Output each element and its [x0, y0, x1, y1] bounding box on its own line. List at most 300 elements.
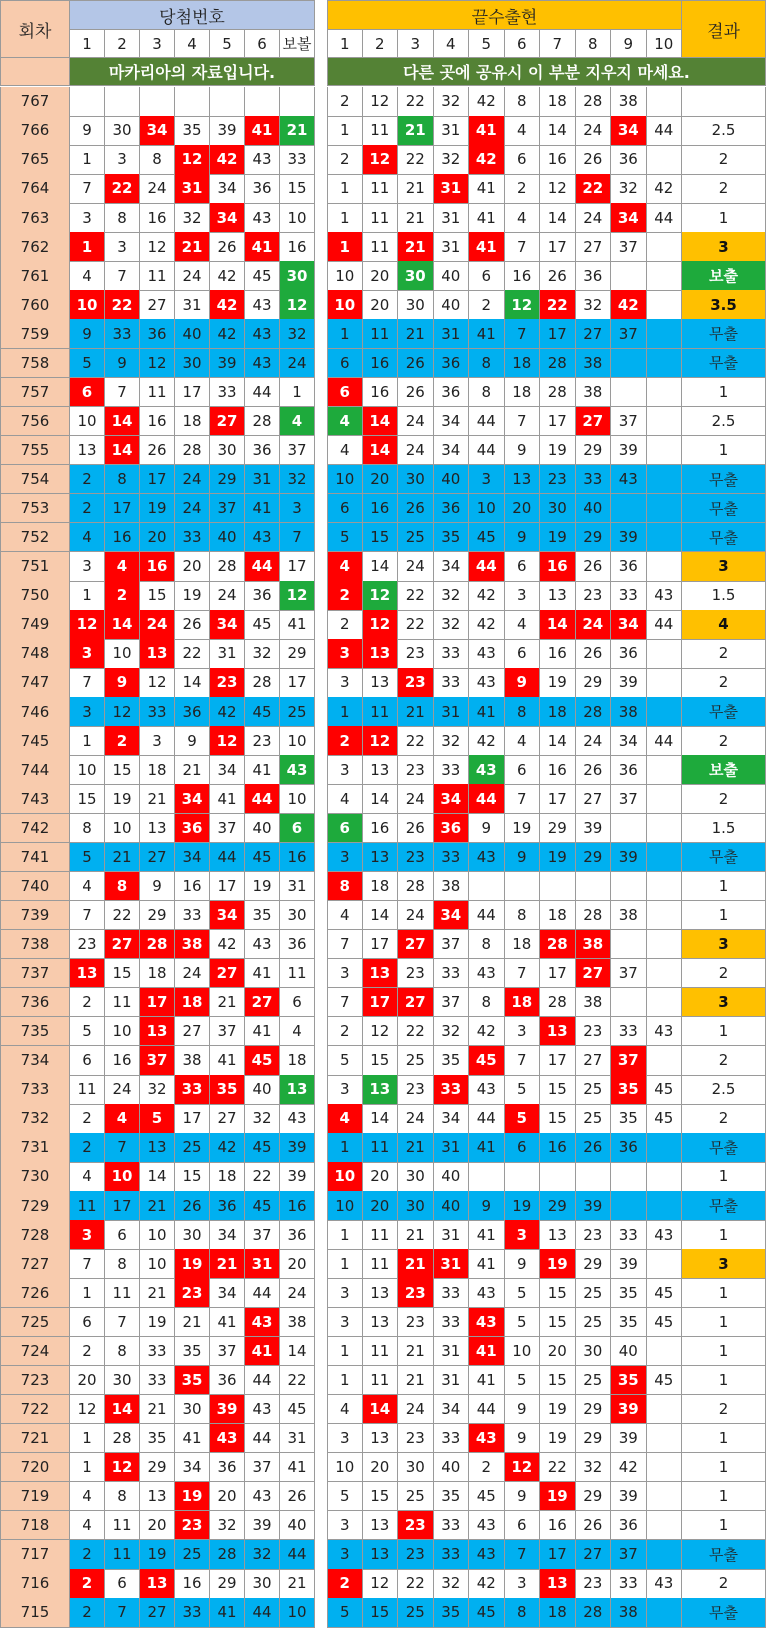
round-cell: 735 — [0, 1017, 70, 1047]
winning-number-cell: 33 — [175, 1075, 210, 1105]
ending-digit-cell: 21 — [398, 1220, 434, 1250]
ending-digit-cell: 43 — [469, 1424, 505, 1454]
ending-digit-cell: 41 — [469, 1337, 505, 1367]
ending-digit-cell: 24 — [576, 610, 612, 640]
winning-number-cell: 14 — [105, 610, 140, 640]
result-cell: 무출 — [682, 1540, 766, 1570]
ending-digit-cell: 12 — [363, 726, 399, 756]
ending-digit-cell — [647, 523, 683, 553]
winning-number-cell: 6 — [70, 378, 105, 408]
bonus-number-cell: 31 — [280, 872, 315, 902]
ending-digit-cell — [647, 494, 683, 524]
bonus-number-cell: 10 — [280, 784, 315, 814]
ending-digit-cell — [647, 1424, 683, 1454]
ending-digit-cell — [611, 494, 647, 524]
winning-number-cell: 45 — [245, 1046, 280, 1076]
ending-digit-cell: 22 — [398, 610, 434, 640]
ending-digit-cell: 24 — [576, 203, 612, 233]
ending-digit-cell — [469, 1162, 505, 1192]
ending-digit-cell: 29 — [576, 668, 612, 698]
ending-digit-cell — [611, 1191, 647, 1221]
ending-digit-cell: 45 — [647, 1366, 683, 1396]
ending-digit-cell: 28 — [576, 901, 612, 931]
winning-number-cell: 20 — [140, 1511, 175, 1541]
winning-number-cell: 37 — [210, 1337, 245, 1367]
winning-number-cell: 33 — [105, 319, 140, 349]
ending-digit-cell: 24 — [398, 1395, 434, 1425]
ending-digit-cell: 29 — [540, 814, 576, 844]
winning-number-cell: 28 — [140, 930, 175, 960]
winning-number-cell: 38 — [175, 930, 210, 960]
winning-number-cell: 6 — [105, 1569, 140, 1599]
winning-number-cell: 19 — [140, 1540, 175, 1570]
ending-digit-cell: 13 — [363, 1511, 399, 1541]
ending-digit-cell: 28 — [540, 378, 576, 408]
ending-digit-cell — [611, 872, 647, 902]
winning-number-cell: 2 — [105, 726, 140, 756]
bonus-number-cell: 17 — [280, 668, 315, 698]
winning-number-cell: 8 — [105, 1249, 140, 1279]
round-cell: 734 — [0, 1046, 70, 1076]
ending-digit-cell: 15 — [540, 1104, 576, 1134]
ending-digit-cell: 33 — [611, 1220, 647, 1250]
winning-number-cell: 43 — [245, 145, 280, 175]
winning-number-cell: 34 — [140, 116, 175, 146]
bonus-number-cell: 38 — [280, 1308, 315, 1338]
winning-number-cell: 31 — [175, 290, 210, 320]
ending-col-header: 5 — [469, 30, 505, 58]
ending-digit-cell: 13 — [363, 1075, 399, 1105]
winning-number-cell: 29 — [210, 465, 245, 495]
ending-digit-cell: 14 — [363, 552, 399, 582]
ending-digit-cell: 5 — [327, 1046, 363, 1076]
ending-digit-cell — [647, 843, 683, 873]
ending-digit-cell: 21 — [398, 1366, 434, 1396]
ending-digit-cell — [647, 639, 683, 669]
ending-digit-cell: 19 — [540, 1395, 576, 1425]
winning-number-cell: 32 — [245, 639, 280, 669]
winning-number-cell: 32 — [245, 1540, 280, 1570]
ending-digit-cell: 45 — [469, 1598, 505, 1628]
winning-number-cell: 1 — [70, 1424, 105, 1454]
winning-number-cell: 10 — [105, 1162, 140, 1192]
ending-digit-cell: 9 — [469, 1191, 505, 1221]
bonus-number-cell: 36 — [280, 930, 315, 960]
round-cell: 745 — [0, 726, 70, 756]
winning-number-cell: 41 — [210, 1598, 245, 1628]
bonus-number-cell: 12 — [280, 290, 315, 320]
ending-digit-cell: 25 — [398, 1482, 434, 1512]
winning-number-cell: 30 — [175, 1220, 210, 1250]
winning-number-cell: 43 — [245, 1482, 280, 1512]
winning-number-cell: 4 — [70, 523, 105, 553]
ending-digit-cell: 9 — [505, 436, 541, 466]
result-cell: 1 — [682, 203, 766, 233]
ending-digit-cell: 36 — [434, 814, 470, 844]
winning-number-cell: 27 — [210, 1104, 245, 1134]
round-cell: 717 — [0, 1540, 70, 1570]
winning-number-cell: 22 — [105, 290, 140, 320]
ending-digit-cell: 18 — [505, 349, 541, 379]
ending-digit-cell: 39 — [611, 436, 647, 466]
ending-digit-cell: 6 — [469, 261, 505, 291]
winning-number-cell: 34 — [210, 901, 245, 931]
ending-digit-cell: 5 — [505, 1366, 541, 1396]
ending-digit-cell: 26 — [576, 755, 612, 785]
winning-number-cell: 36 — [210, 1366, 245, 1396]
ending-digit-cell — [505, 1162, 541, 1192]
ending-digit-cell: 45 — [647, 1104, 683, 1134]
winning-number-cell: 9 — [70, 319, 105, 349]
winning-number-cell: 24 — [175, 261, 210, 291]
ending-digit-cell: 9 — [505, 1424, 541, 1454]
winning-number-cell: 33 — [175, 523, 210, 553]
winning-number-cell: 27 — [210, 407, 245, 437]
winning-number-cell: 16 — [175, 1569, 210, 1599]
winning-number-cell: 18 — [210, 1162, 245, 1192]
ending-digit-cell: 1 — [327, 1366, 363, 1396]
winning-col-header: 5 — [210, 30, 245, 58]
ending-digit-cell: 18 — [540, 901, 576, 931]
ending-digit-cell: 34 — [434, 784, 470, 814]
winning-number-cell: 28 — [210, 552, 245, 582]
ending-digit-cell: 8 — [505, 697, 541, 727]
ending-digit-cell: 33 — [434, 1511, 470, 1541]
winning-number-cell: 24 — [175, 959, 210, 989]
ending-digit-cell: 22 — [398, 581, 434, 611]
winning-number-cell: 2 — [70, 1569, 105, 1599]
winning-number-cell: 12 — [140, 349, 175, 379]
winning-col-header: 6 — [245, 30, 280, 58]
ending-digit-cell: 6 — [327, 378, 363, 408]
winning-number-cell: 2 — [70, 1598, 105, 1628]
bonus-number-cell: 16 — [280, 843, 315, 873]
winning-number-cell: 15 — [175, 1162, 210, 1192]
winning-number-cell: 17 — [105, 1191, 140, 1221]
ending-digit-cell: 23 — [398, 1308, 434, 1338]
ending-digit-cell: 19 — [505, 814, 541, 844]
ending-digit-cell — [647, 1453, 683, 1483]
winning-number-cell: 2 — [70, 1104, 105, 1134]
ending-digit-cell — [647, 1249, 683, 1279]
winning-number-cell: 8 — [105, 1482, 140, 1512]
round-cell: 758 — [0, 349, 70, 379]
ending-digit-cell: 38 — [611, 1598, 647, 1628]
winning-number-cell: 23 — [245, 726, 280, 756]
ending-digit-cell: 45 — [647, 1278, 683, 1308]
round-cell: 764 — [0, 174, 70, 204]
winning-number-cell: 17 — [175, 1104, 210, 1134]
winning-number-cell: 24 — [105, 1075, 140, 1105]
ending-digit-cell: 27 — [576, 319, 612, 349]
winning-numbers-header: 당첨번호 — [70, 0, 315, 30]
ending-digit-cell: 22 — [398, 1017, 434, 1047]
winning-number-cell: 5 — [140, 1104, 175, 1134]
ending-digit-cell: 4 — [505, 203, 541, 233]
winning-number-cell: 7 — [70, 174, 105, 204]
ending-digit-cell: 23 — [398, 1278, 434, 1308]
ending-digit-cell: 21 — [398, 232, 434, 262]
ending-digit-cell: 43 — [469, 1308, 505, 1338]
winning-number-cell: 21 — [210, 988, 245, 1018]
result-cell: 2 — [682, 959, 766, 989]
ending-digit-cell: 1 — [327, 232, 363, 262]
ending-digit-cell: 32 — [434, 610, 470, 640]
winning-number-cell: 9 — [70, 116, 105, 146]
ending-digit-cell: 34 — [611, 726, 647, 756]
round-cell: 749 — [0, 610, 70, 640]
ending-digit-cell: 1 — [327, 1220, 363, 1250]
winning-number-cell: 10 — [70, 290, 105, 320]
winning-number-cell: 38 — [175, 1046, 210, 1076]
ending-digit-cell: 36 — [576, 261, 612, 291]
ending-digit-cell: 16 — [363, 494, 399, 524]
ending-digit-cell: 34 — [434, 407, 470, 437]
round-cell: 736 — [0, 988, 70, 1018]
winning-number-cell: 42 — [210, 930, 245, 960]
ending-digit-cell: 10 — [505, 1337, 541, 1367]
ending-digit-cell: 30 — [398, 261, 434, 291]
round-cell: 732 — [0, 1104, 70, 1134]
winning-number-cell: 43 — [245, 1395, 280, 1425]
ending-digit-cell: 25 — [576, 1308, 612, 1338]
bonus-number-cell: 17 — [280, 552, 315, 582]
ending-digit-cell: 4 — [327, 436, 363, 466]
winning-number-cell: 5 — [70, 349, 105, 379]
winning-number-cell: 41 — [210, 1308, 245, 1338]
winning-number-cell: 30 — [245, 1569, 280, 1599]
ending-digit-cell: 8 — [469, 988, 505, 1018]
ending-digit-cell: 20 — [363, 290, 399, 320]
winning-number-cell: 7 — [105, 261, 140, 291]
ending-digit-cell: 10 — [469, 494, 505, 524]
winning-number-cell: 18 — [175, 988, 210, 1018]
winning-number-cell: 33 — [140, 1366, 175, 1396]
ending-digit-cell — [647, 1162, 683, 1192]
ending-digit-cell: 28 — [540, 349, 576, 379]
ending-digit-cell: 18 — [540, 697, 576, 727]
winning-number-cell: 8 — [105, 872, 140, 902]
winning-number-cell: 30 — [210, 436, 245, 466]
ending-digit-cell — [647, 872, 683, 902]
winning-number-cell: 22 — [175, 639, 210, 669]
round-cell: 759 — [0, 319, 70, 349]
winning-number-cell: 42 — [210, 290, 245, 320]
ending-digit-cell: 38 — [576, 988, 612, 1018]
result-cell: 2.5 — [682, 407, 766, 437]
bonus-number-cell: 4 — [280, 1017, 315, 1047]
ending-digit-cell: 2 — [327, 610, 363, 640]
ending-digit-cell: 28 — [576, 87, 612, 117]
ending-col-header: 8 — [576, 30, 612, 58]
ending-digit-cell: 38 — [611, 697, 647, 727]
ending-digit-cell: 15 — [363, 1598, 399, 1628]
winning-number-cell: 23 — [175, 1511, 210, 1541]
result-cell: 2 — [682, 1046, 766, 1076]
ending-digit-cell: 35 — [611, 1278, 647, 1308]
ending-digit-cell: 21 — [398, 1133, 434, 1163]
ending-digit-cell — [647, 145, 683, 175]
ending-digit-cell: 15 — [363, 1046, 399, 1076]
winning-number-cell — [140, 87, 175, 117]
ending-digit-cell — [647, 988, 683, 1018]
winning-number-cell: 14 — [175, 668, 210, 698]
ending-digit-cell: 30 — [540, 494, 576, 524]
ending-digit-cell: 5 — [505, 1278, 541, 1308]
winning-number-cell: 16 — [140, 552, 175, 582]
winning-number-cell: 30 — [105, 116, 140, 146]
result-cell: 1 — [682, 872, 766, 902]
result-cell: 1 — [682, 1511, 766, 1541]
ending-digit-cell: 11 — [363, 1220, 399, 1250]
winning-number-cell: 10 — [70, 755, 105, 785]
bonus-number-cell: 26 — [280, 1482, 315, 1512]
ending-digit-cell: 23 — [398, 1540, 434, 1570]
ending-digit-cell: 6 — [505, 145, 541, 175]
ending-digit-cell: 42 — [469, 145, 505, 175]
winning-number-cell: 23 — [70, 930, 105, 960]
ending-digit-cell: 39 — [611, 1424, 647, 1454]
winning-number-cell: 40 — [210, 523, 245, 553]
ending-digit-cell: 29 — [576, 843, 612, 873]
ending-col-header: 3 — [398, 30, 434, 58]
winning-number-cell: 1 — [70, 1278, 105, 1308]
ending-digit-cell — [647, 1540, 683, 1570]
winning-number-cell: 8 — [140, 145, 175, 175]
winning-number-cell: 27 — [140, 290, 175, 320]
ending-digit-cell: 24 — [398, 436, 434, 466]
winning-number-cell: 29 — [140, 1453, 175, 1483]
winning-number-cell: 21 — [210, 1249, 245, 1279]
round-cell: 766 — [0, 116, 70, 146]
ending-digit-cell: 3 — [327, 755, 363, 785]
round-cell: 748 — [0, 639, 70, 669]
ending-digit-cell: 31 — [434, 1133, 470, 1163]
ending-col-header: 6 — [505, 30, 541, 58]
ending-digit-cell: 7 — [505, 784, 541, 814]
winning-number-cell: 37 — [245, 1220, 280, 1250]
result-cell: 2.5 — [682, 116, 766, 146]
ending-digit-cell: 13 — [363, 959, 399, 989]
winning-number-cell: 28 — [245, 407, 280, 437]
winning-number-cell: 21 — [140, 784, 175, 814]
winning-number-cell: 36 — [210, 1453, 245, 1483]
winning-number-cell: 41 — [210, 1046, 245, 1076]
ending-digit-cell: 5 — [327, 1598, 363, 1628]
winning-number-cell: 2 — [70, 1540, 105, 1570]
winning-number-cell: 21 — [105, 843, 140, 873]
winning-number-cell: 32 — [140, 1075, 175, 1105]
winning-number-cell: 31 — [245, 1249, 280, 1279]
ending-digit-cell: 5 — [327, 1482, 363, 1512]
ending-digit-cell: 13 — [363, 1424, 399, 1454]
ending-digit-cell: 13 — [505, 465, 541, 495]
winning-number-cell: 27 — [140, 843, 175, 873]
winning-number-cell: 9 — [105, 668, 140, 698]
winning-number-cell: 35 — [175, 116, 210, 146]
bonus-number-cell: 29 — [280, 639, 315, 669]
ending-digit-cell: 8 — [327, 872, 363, 902]
ending-digit-cell: 17 — [540, 407, 576, 437]
winning-number-cell: 39 — [245, 1511, 280, 1541]
round-cell: 750 — [0, 581, 70, 611]
ending-digit-cell: 35 — [611, 1075, 647, 1105]
winning-number-cell: 20 — [210, 1482, 245, 1512]
ending-digit-cell: 6 — [505, 639, 541, 669]
result-cell: 1 — [682, 1482, 766, 1512]
winning-number-cell: 26 — [210, 232, 245, 262]
bonus-number-cell: 39 — [280, 1162, 315, 1192]
winning-number-cell: 34 — [210, 1278, 245, 1308]
ending-digit-cell: 42 — [469, 610, 505, 640]
ending-col-header: 7 — [540, 30, 576, 58]
ending-digit-cell: 2 — [505, 174, 541, 204]
winning-number-cell: 13 — [140, 1017, 175, 1047]
ending-digit-cell: 31 — [434, 232, 470, 262]
ending-digit-cell — [647, 1482, 683, 1512]
winning-number-cell: 6 — [105, 1220, 140, 1250]
ending-digit-cell: 3 — [327, 639, 363, 669]
ending-digit-cell: 6 — [327, 494, 363, 524]
ending-digit-cell: 16 — [540, 639, 576, 669]
round-cell: 752 — [0, 523, 70, 553]
bonus-number-cell: 43 — [280, 1104, 315, 1134]
ending-digit-cell: 28 — [540, 930, 576, 960]
bonus-number-cell: 32 — [280, 465, 315, 495]
winning-number-cell: 43 — [245, 290, 280, 320]
winning-number-cell: 12 — [175, 145, 210, 175]
ending-digit-cell: 13 — [540, 1017, 576, 1047]
ending-digit-cell: 43 — [647, 1017, 683, 1047]
ending-digit-cell — [647, 1133, 683, 1163]
winning-number-cell — [70, 87, 105, 117]
winning-number-cell: 21 — [140, 1278, 175, 1308]
ending-digit-cell: 3 — [327, 1075, 363, 1105]
ending-digit-cell: 31 — [434, 116, 470, 146]
ending-digit-cell: 15 — [540, 1278, 576, 1308]
bonus-number-cell: 4 — [280, 407, 315, 437]
round-cell: 716 — [0, 1569, 70, 1599]
winning-number-cell: 44 — [245, 378, 280, 408]
winning-number-cell: 28 — [245, 668, 280, 698]
ending-digit-cell — [611, 378, 647, 408]
ending-digit-cell: 33 — [434, 1424, 470, 1454]
ending-digit-cell: 35 — [434, 1046, 470, 1076]
ending-digit-cell: 4 — [505, 726, 541, 756]
ending-digit-cell: 8 — [505, 901, 541, 931]
ending-digit-cell: 25 — [576, 1366, 612, 1396]
winning-number-cell — [245, 87, 280, 117]
ending-digit-cell: 9 — [505, 843, 541, 873]
ending-digit-cell: 14 — [363, 407, 399, 437]
ending-digit-cell: 37 — [611, 1540, 647, 1570]
ending-digit-cell: 7 — [505, 1540, 541, 1570]
bonus-number-cell: 33 — [280, 145, 315, 175]
ending-digit-cell: 27 — [576, 1540, 612, 1570]
ending-digit-cell — [540, 1162, 576, 1192]
bonus-number-cell: 18 — [280, 1046, 315, 1076]
ending-digit-cell: 11 — [363, 697, 399, 727]
ending-digit-cell: 41 — [469, 232, 505, 262]
winning-number-cell: 33 — [175, 1598, 210, 1628]
ending-digit-cell: 27 — [576, 232, 612, 262]
ending-digit-cell: 43 — [469, 1278, 505, 1308]
winning-number-cell: 15 — [105, 959, 140, 989]
winning-number-cell: 9 — [140, 872, 175, 902]
ending-digit-cell: 21 — [398, 697, 434, 727]
winning-number-cell: 32 — [210, 1511, 245, 1541]
bonus-number-cell: 21 — [280, 116, 315, 146]
